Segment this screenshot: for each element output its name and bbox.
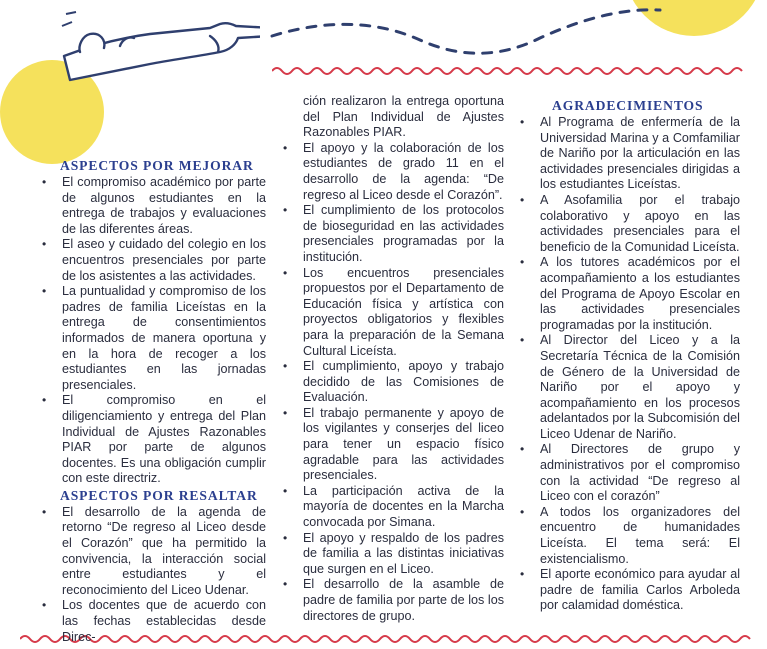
list-aspectos-resaltar-continued xyxy=(281,141,504,624)
list-item: • Al Directores de grupo y administrativos por el compromiso con la actividad “De regreso al Liceo con el corazón” xyxy=(518,442,740,504)
list-item: • La participación activa de la mayoría de docentes en la Marcha convocada por Simana. xyxy=(281,484,504,531)
list-item: • El apoyo y la colaboración de los estudiantes de grado 11 en el desarrollo de la agenda: “De regreso al Liceo desde el Corazón”. xyxy=(281,141,504,203)
list-item: • Los encuentros presenciales propuestos por el Departamento de Educación física y artística con proyectos obligatorios y flexibles para la preparación de la Semana Cultural Liceísta. xyxy=(281,266,504,360)
list-item: • El apoyo y respaldo de los padres de familia a las distintas iniciativas que surgen en el Liceo. xyxy=(281,531,504,578)
heading-aspectos-mejorar: ASPECTOS POR MEJORAR xyxy=(60,158,254,173)
list-agradecimientos xyxy=(518,115,740,614)
list-item: • El trabajo permanente y apoyo de los vigilantes y conserjes del liceo para tener un espacio físico agradable para las actividades presenciales. xyxy=(281,406,504,484)
list-item: • La puntualidad y compromiso de los padres de familia Liceístas en la entrega de consentimientos informados de manera oportuna y en la hora de recoger a los estudiantes en las jornadas presenciales. xyxy=(40,284,266,393)
list-item: • El desarrollo de la asamble de padre de familia por parte de los los directores de grupo. xyxy=(281,577,504,624)
list-item: • A todos los organizadores del encuentro de humanidades Liceísta. El tema será: El existencialismo. xyxy=(518,505,740,567)
list-item: • Los docentes que de acuerdo con las fechas establecidas desde Direc- xyxy=(40,598,266,645)
list-item: • Al Director del Liceo y a la Secretaría Técnica de la Comisión de Género de la Universidad de Nariño por el apoyo y acompañamiento en los procesos adelantados por la Subcomisión del Liceo Udenar de Nariño. xyxy=(518,333,740,442)
list-item: • El compromiso en el diligenciamiento y entrega del Plan Individual de Ajustes Razonables PIAR por parte de algunos docentes. Es una obligación cumplir con este directriz. xyxy=(40,393,266,487)
list-aspectos-mejorar xyxy=(40,175,266,487)
wavy-line-top xyxy=(272,64,767,78)
heading-aspectos-resaltar: ASPECTOS POR RESALTAR xyxy=(60,487,258,503)
list-item: • El aporte económico para ayudar al padre de familia Carlos Arboleda por calamidad doméstica. xyxy=(518,567,740,614)
list-aspectos-resaltar xyxy=(40,505,266,645)
list-item: • A los tutores académicos por el acompañamiento a los estudiantes del Programa de Apoyo Escolar en las actividades presenciales programadas por la institución. xyxy=(518,255,740,333)
list-item: • El desarrollo de la agenda de retorno “De regreso al Liceo desde el Corazón” que ha permitido la convivencia, la interacción social entre estudiantes y el reconocimiento del Liceo Udenar. xyxy=(40,505,266,599)
list-item: • El aseo y cuidado del colegio en los encuentros presenciales por parte de los asistentes a las actividades. xyxy=(40,237,266,284)
heading-agradecimientos: AGRADECIMIENTOS xyxy=(552,98,704,113)
column-middle xyxy=(281,94,504,624)
list-item: • Al Programa de enfermería de la Universidad Marina y a Comfamiliar de Nariño por la articulación en las actividades presenciales dirigidas a los estudiantes Liceístas. xyxy=(518,115,740,193)
column-left xyxy=(40,158,266,645)
list-item-continuation: ción realizaron la entrega oportuna del Plan Individual de Ajustes Razonables PIAR. xyxy=(303,94,504,140)
list-item: • El cumplimiento de los protocolos de bioseguridad en las actividades presenciales programadas por la institución. xyxy=(281,203,504,265)
column-right xyxy=(518,98,740,614)
list-item: • El cumplimiento, apoyo y trabajo decidido de las Comisiones de Evaluación. xyxy=(281,359,504,406)
list-item: • A Asofamilia por el trabajo colaborativo y apoyo en las actividades presenciales para el beneficio de la Comunidad Liceísta. xyxy=(518,193,740,255)
list-item: • El compromiso académico por parte de algunos estudiantes en la entrega de trabajos y evaluaciones de las diferentes áreas. xyxy=(40,175,266,237)
pointing-hand-icon xyxy=(60,6,260,86)
